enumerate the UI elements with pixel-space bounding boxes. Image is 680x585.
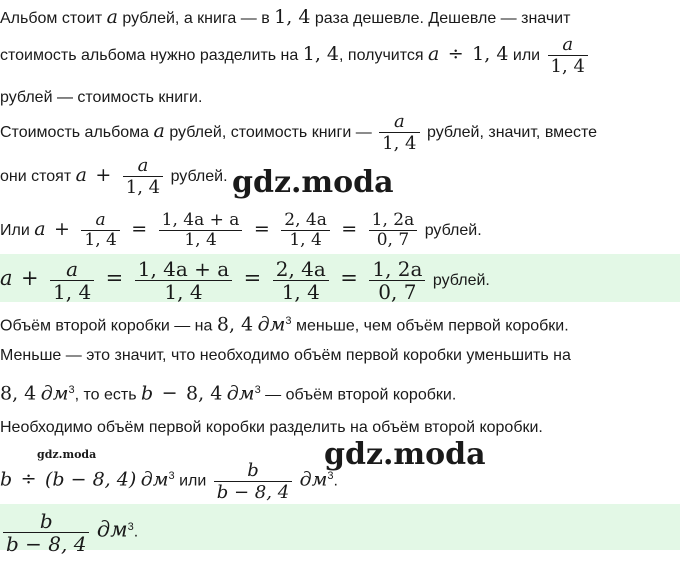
solution-line-11: Необходимо объём первой коробки разделить на объём второй коробки. [0, 419, 543, 436]
fraction-sum: $\frac{1, 4a + a}{1, 4}$ [135, 258, 232, 303]
number-1-4: 1, 4 [274, 6, 311, 28]
watermark-2: gdz.moda [324, 437, 486, 472]
solution-line-10: 8, 4 $дм^3$, то есть b − 8, 4 $дм^3$ — объём второй коробки. [0, 382, 457, 405]
solution-line-5: они стоят a + $\frac{a}{1, 4}$ рублей. [0, 155, 228, 199]
solution-line-4: Стоимость альбома a рублей, стоимость книги — $\frac{a}{1, 4}$ рублей, значит, вместе [0, 111, 598, 155]
fraction-b-over-b-minus: $\frac{b}{b - 8, 4}$ [214, 460, 292, 503]
fraction-2-4a: $\frac{2, 4a}{1, 4}$ [281, 211, 330, 250]
fraction-a-over-1-4: $\frac{a}{1, 4}$ [50, 258, 94, 303]
solution-line-3: рублей — стоимость книги. [0, 89, 203, 106]
answer-line-1: a + $\frac{a}{1, 4}$ = $\frac{1, 4a + a}{1, 4}$ = $\frac{2, 4a}{1, 4}$ = $\frac{1, 2a}{0, 7}$ рублей. [0, 257, 490, 305]
fraction-a-over-1-4: $\frac{a}{1, 4}$ [379, 111, 419, 154]
fraction-a-over-1-4: $\frac{a}{1, 4}$ [548, 34, 588, 77]
watermark: gdz.moda [232, 165, 394, 200]
solution-line-1: Альбом стоит a рублей, а книга — в 1, 4 раза дешевле. Дешевле — значит [0, 6, 571, 28]
watermark-small: gdz.moda [37, 448, 97, 461]
solution-line-6: Или a + $\frac{a}{1, 4}$ = $\frac{1, 4a + a}{1, 4}$ = $\frac{2, 4a}{1, 4}$ = $\frac{1, 2a}{0, 7}$ рублей. [0, 210, 482, 251]
solution-line-8: Объём второй коробки — на 8, 4 $дм^3$ меньше, чем объём первой коробки. [0, 313, 569, 336]
solution-line-2: стоимость альбома нужно разделить на 1, 4, получится a ÷ 1, 4 или $\frac{a}{1, 4}$ [0, 32, 591, 78]
fraction-1-2a: $\frac{1, 2a}{0, 7}$ [369, 258, 425, 303]
fraction-2-4a: $\frac{2, 4a}{1, 4}$ [273, 258, 329, 303]
fraction-1-2a: $\frac{1, 2a}{0, 7}$ [369, 211, 418, 250]
solution-line-12: b ÷ (b − 8, 4) $дм^3$ или $\frac{b}{b - 8, 4}$ $дм^3$. [0, 459, 338, 503]
answer-line-2: $\frac{b}{b - 8, 4}$ $дм^3$. [0, 505, 138, 555]
var-a: a [106, 6, 118, 28]
fraction-a-over-1-4: $\frac{a}{1, 4}$ [123, 155, 163, 198]
solution-line-9: Меньше — это значит, что необходимо объём первой коробки уменьшить на [0, 347, 571, 364]
fraction-b-over-b-minus: $\frac{b}{b - 8, 4}$ [3, 510, 89, 555]
fraction-a-over-1-4: $\frac{a}{1, 4}$ [81, 211, 119, 250]
fraction-sum: $\frac{1, 4a + a}{1, 4}$ [159, 211, 243, 250]
